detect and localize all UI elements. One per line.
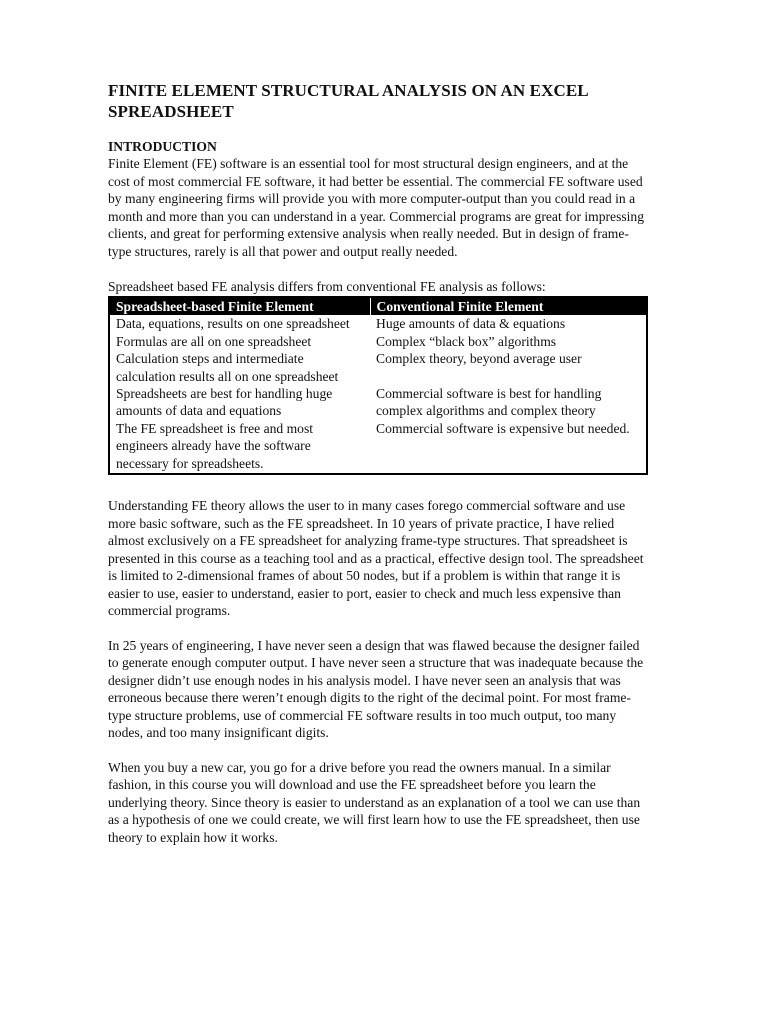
table-cell-conventional: Complex theory, beyond average user — [376, 351, 582, 367]
table-header-spreadsheet: Spreadsheet-based Finite Element — [109, 297, 370, 315]
table-cell-spreadsheet: Formulas are all on one spreadsheet — [116, 333, 312, 349]
table-row — [109, 350, 647, 385]
table-cell-conventional: Huge amounts of data & equations — [376, 316, 566, 332]
table-cell-conventional: Commercial software is best for handling complex algorithms and complex theory — [376, 386, 602, 419]
body-paragraph-new-car-analogy: When you buy a new car, you go for a drive before you read the owners manual. In a similar fashion, in this course you will download and use the FE spreadsheet before you learn the underlying theory. Since theory is easier to understand as an explanation of a tool we can use than as a hypothesis of one we could create, we will first learn how to use the FE spreadsheet, then use theory to explain how it works. — [108, 759, 641, 845]
table-cell-spreadsheet: Data, equations, results on one spreadsheet — [116, 316, 350, 332]
table-header-row — [109, 297, 647, 315]
intro-paragraph: Finite Element (FE) software is an essential tool for most structural design engineers, and at the cost of most commercial FE software, it had better be essential. The commercial FE software used by many engineering firms will provide you with more computer-output than you could read in a month and more than you can understand in a year. Commercial programs are great for impressing clients, and great for performing extensive analysis when really needed. But in design of frame-type structures, rarely is all that power and output really needed. — [108, 156, 645, 259]
body-paragraph-engineering-experience: In 25 years of engineering, I have never seen a design that was flawed because the designer failed to generate enough computer output. I have never seen a structure that was inadequate because the designer didn’t use enough nodes in his analysis model. I have never seen an analysis that was erroneous because there weren’t enough digits to the right of the decimal point. For most frame-type structure problems, use of commercial FE software results in too much output, too many nodes, and too many insignificant digits. — [108, 637, 644, 741]
section-heading-introduction: INTRODUCTION — [108, 139, 217, 154]
table-row — [109, 333, 647, 350]
document-title: FINITE ELEMENT STRUCTURAL ANALYSIS ON AN EXCEL SPREADSHEET — [108, 81, 588, 121]
table-header-conventional: Conventional Finite Element — [370, 297, 647, 315]
table-cell-conventional: Complex “black box” algorithms — [376, 333, 557, 349]
table-cell-spreadsheet: The FE spreadsheet is free and most engineers already have the software necessary for spreadsheets. — [116, 420, 314, 471]
table-row — [109, 385, 647, 420]
comparison-table — [108, 296, 648, 475]
table-cell-spreadsheet: Spreadsheets are best for handling huge amounts of data and equations — [116, 386, 333, 419]
table-cell-conventional: Commercial software is expensive but needed. — [376, 420, 630, 436]
table-cell-spreadsheet: Calculation steps and intermediate calculation results all on one spreadsheet — [116, 351, 339, 384]
body-paragraph-fe-theory: Understanding FE theory allows the user to in many cases forego commercial software and use more basic software, such as the FE spreadsheet. In 10 years of private practice, I have relied almost exclusively on a FE spreadsheet for analyzing frame-type structures. That spreadsheet is presented in this course as a teaching tool and as a practical, effective design tool. The spreadsheet is limited to 2-dimensional frames of about 50 nodes, but if a problem is within that range it is easier to use, easier to understand, easier to port, easier to check and much less expensive than commercial programs. — [108, 498, 644, 619]
table-row — [109, 315, 647, 332]
document-page — [108, 80, 648, 863]
table-intro-text: Spreadsheet based FE analysis differs from conventional FE analysis as follows: — [108, 279, 546, 294]
table-row — [109, 420, 647, 474]
